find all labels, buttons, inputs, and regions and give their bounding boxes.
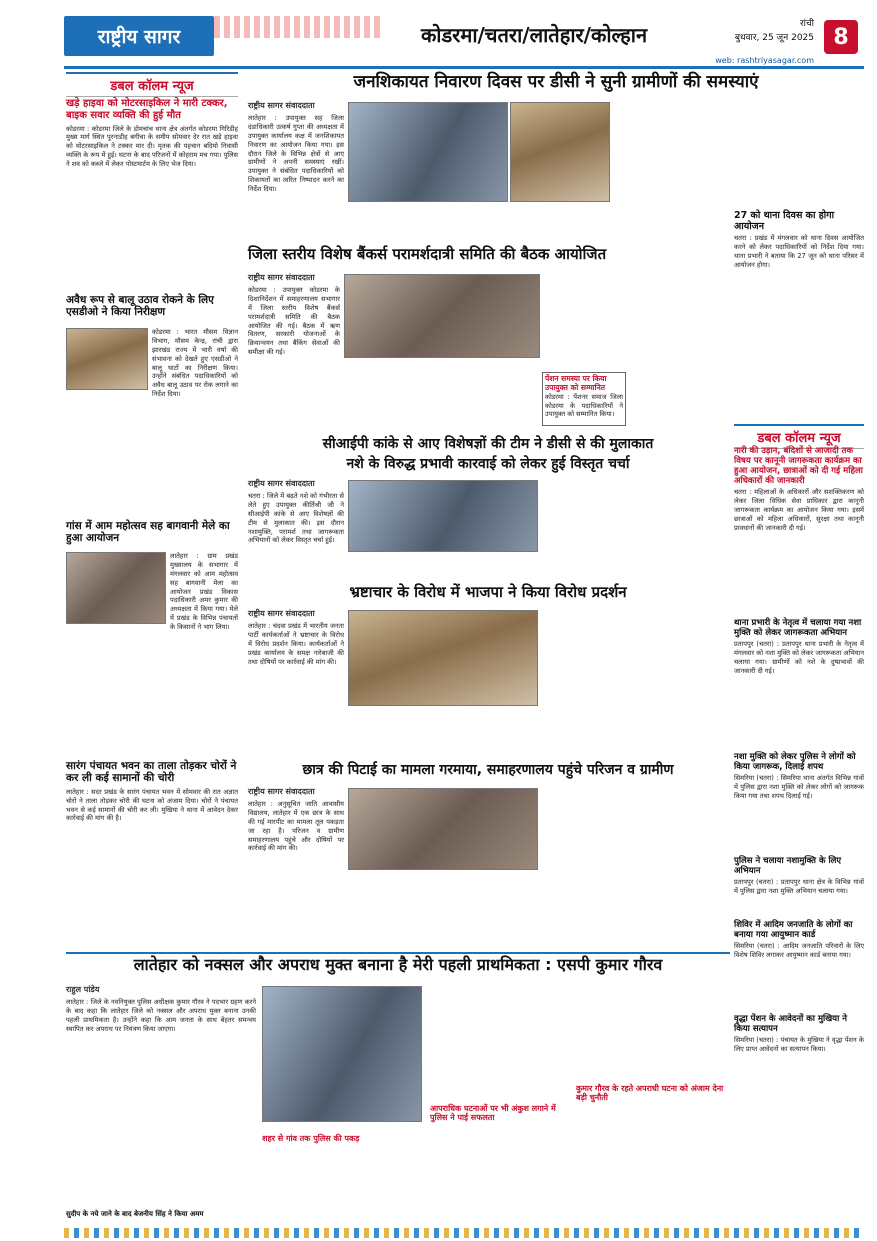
article-body: चतरा : प्रखंड में मंगलवार को थाना दिवस आयोजित करने को लेकर पदाधिकारियों को निर्देश दिया गया। थाना प्रभारी ने बताया कि 27 जून को थाना परिसर में आयोजन होगा। [734, 234, 864, 270]
page-number: 8 [824, 20, 858, 54]
article-body: कोडरमा : कोडरमा जिले के डोमचांच थाना क्षेत्र अंतर्गत कोडरमा गिरिडीह मुख्य मार्ग स्थित पुरनाडीह बगीचा के समीप सोमवार देर रात खड़े हाइवा को मोटरसाइकिल ने टक्कर मार दी। मृतक की पहचान बदियो निवासी व्यक्ति के रूप में हुई। घटना के बाद परिजनों में कोहराम मच गया। पुलिस ने शव को कब्जे में लेकर पोस्टमार्टम के लिए भेज दिया। [66, 124, 238, 169]
article-bjp-protest [248, 608, 728, 758]
sub-story [542, 372, 626, 426]
edition-city: रांची [799, 19, 814, 29]
section-title: कोडरमा/चतरा/लातेहार/कोल्हान [420, 22, 648, 47]
article-women-rights [734, 446, 864, 616]
byline: राष्ट्रीय सागर संवाददाता [248, 787, 315, 796]
right-column-header: डबल कॉलम न्यूज [734, 424, 864, 449]
article-body: लातेहार : सदर प्रखंड के सारंग पंचायत भवन में सोमवार की रात अज्ञात चोरों ने ताला तोड़कर चोरी की घटना को अंजाम दिया। चोरों ने पंचायत भवन से कई सामानों की चोरी कर ली। मुखिया ने थाना में आवेदन देकर कार्रवाई की मांग की है। [66, 787, 238, 823]
article-body: प्रतापपुर (चतरा) : प्रतापपुर थाना क्षेत्र के विभिन्न गांवों में पुलिस द्वारा नशा मुक्ति अभियान चलाया गया। [734, 878, 864, 895]
lead-headline: जनशिकायत निवारण दिवस पर डीसी ने सुनी ग्रामीणों की समस्याएं [353, 72, 759, 92]
article-sand-inspection [66, 294, 238, 514]
article-title: थाना प्रभारी के नेतृत्व में चलाया गया नशा मुक्ति को लेकर जागरूकता अभियान [734, 618, 862, 639]
byline: राष्ट्रीय सागर संवाददाता [248, 479, 315, 488]
article-bankers-meeting [248, 272, 728, 432]
byline: राष्ट्रीय सागर संवाददाता [248, 101, 315, 110]
website: web: rashtriyasagar.com [715, 56, 814, 65]
article-body: सिमरिया (चतरा) : सिमरिया थाना अंतर्गत विभिन्न गांवों में पुलिस द्वारा नशा मुक्ति को लेकर लोगों को जागरूक किया गया तथा शपथ दिलाई गई। [734, 774, 864, 800]
article-mango-festival [66, 520, 238, 760]
news-photo [344, 274, 540, 358]
article-grievance-day [248, 100, 682, 240]
section-rule [66, 952, 730, 954]
article-drug-awareness [734, 618, 864, 748]
news-photo [348, 610, 538, 706]
article-sp-priority [66, 984, 730, 1224]
article-body: लातेहार : अनुसूचित जाति आवासीय विद्यालय, लातेहार में एक छात्र के साथ की गई मारपीट का मामला तूल पकड़ता जा रहा है। परिजन व ग्रामीण समाहरणालय पहुंचे और दोषियों पर कार्रवाई की मांग की। [248, 800, 344, 853]
byline: राष्ट्रीय सागर संवाददाता [248, 609, 315, 618]
student-headline: छात्र की पिटाई का मामला गरमाया, समाहरणालय पहुंचे परिजन व ग्रामीण [302, 762, 674, 778]
sub-heading: कुमार गौरव के रहते अपराधी घटना को अंजाम देना बड़ी चुनौती [576, 1084, 724, 1103]
article-ayushman [734, 920, 864, 1010]
article-body: चतरा : महिलाओं के अधिकारों और सशक्तिकरण को लेकर जिला विधिक सेवा प्राधिकार द्वारा कानूनी जागरूकता कार्यक्रम का आयोजन किया गया। इसमें छात्राओं को महिला अधिकारों, सुरक्षा तथा कानूनी प्रावधानों की जानकारी दी गई। [734, 488, 864, 532]
sub-title: पेंशन समस्या पर किया उपायुक्त को सम्मानित [545, 374, 607, 392]
news-photo [66, 328, 148, 390]
article-body: लातेहार : उपायुक्त सह जिला दंडाधिकारी उत्कर्ष गुप्ता की अध्यक्षता में उपायुक्त कार्यालय कक्ष में जनशिकायत निवारण का आयोजन किया गया। इस दौरान जिले के विभिन्न क्षेत्रों से आए ग्रामीणों ने अपनी समस्याएं रखीं। उपायुक्त ने संबंधित पदाधिकारियों को शिकायतों का त्वरित निष्पादन करने का निर्देश दिया। [248, 114, 344, 194]
cip-subheadline: नशे के विरुद्ध प्रभावी कारवाई को लेकर हुई विस्तृत चर्चा [346, 456, 630, 472]
sp-headline: लातेहार को नक्सल और अपराध मुक्त बनाना है मेरी पहली प्राथमिकता : एसपी कुमार गौरव [133, 955, 663, 974]
article-title: पुलिस ने चलाया नशामुक्ति के लिए अभियान [734, 856, 842, 877]
news-photo [348, 102, 508, 202]
article-police-oath [734, 752, 864, 852]
article-body: लातेहार : चंदवा प्रखंड में भारतीय जनता पार्टी कार्यकर्ताओं ने भ्रष्टाचार के विरोध में विरोध प्रदर्शन किया। कार्यकर्ताओं ने प्रखंड कार्यालय के समक्ष नारेबाजी की तथा दोषियों पर कार्रवाई की मांग की। [248, 622, 344, 666]
article-body: लातेहार : जिले के नवनियुक्त पुलिस अधीक्षक कुमार गौरव ने पदभार ग्रहण करने के बाद कहा कि लातेहार जिले को नक्सल और अपराध मुक्त बनाना उनकी पहली प्राथमिकता है। उन्होंने कहा कि आम जनता के साथ बेहतर समन्वय स्थापित कर अपराध पर नियंत्रण किया जाएगा। [66, 998, 256, 1033]
article-title: 27 को थाना दिवस का होगा आयोजन [734, 210, 835, 233]
byline: राष्ट्रीय सागर संवाददाता [248, 273, 315, 282]
article-cip-team [248, 478, 728, 578]
decorative-stripe [214, 16, 384, 38]
article-title: वृद्धा पेंशन के आवेदनों का मुखिया ने किया सत्यापन [734, 1014, 847, 1035]
brand-logo: राष्ट्रीय सागर [64, 16, 214, 56]
masthead [64, 16, 864, 64]
article-student-beating [248, 786, 728, 946]
article-body: चतरा : जिले में बढ़ते नशे को गंभीरता से लेते हुए उपायुक्त कीर्तिश्री जी ने सीआईपी कांके से आए विशेषज्ञों की टीम से मुलाकात की। इस दौरान नशामुक्ति, परामर्श तथा जागरूकता अभियानों को लेकर विस्तृत चर्चा हुई। [248, 492, 344, 545]
article-title: अवैध रूप से बालू उठाव रोकने के लिए एसडीओ ने किया निरीक्षण [66, 294, 214, 319]
left-column-header: डबल कॉलम न्यूज [66, 72, 238, 97]
article-title: सारंग पंचायत भवन का ताला तोड़कर चोरों ने कर ली कई सामानों की चोरी [66, 760, 237, 785]
footer-decoration [64, 1228, 864, 1238]
article-pension [734, 1014, 864, 1114]
article-panchayat-theft [66, 760, 238, 920]
article-body: लातेहार : ग्राम प्रखंड मुख्यालय के सभागार में मंगलवार को आम महोत्सव सह बागवानी मेला का आयोजन प्रखंड विकास पदाधिकारी अमर कुमार की अध्यक्षता में किया गया। मेले में प्रखंड के विभिन्न पंचायतों के किसानों ने भाग लिया। [170, 552, 238, 632]
byline: राहुल पांडेय [66, 985, 100, 994]
article-body: सिमरिया (चतरा) : आदिम जनजाति परिवारों के लिए विशेष शिविर लगाकर आयुष्मान कार्ड बनाया गया। [734, 942, 864, 959]
footnote: सुदीप के नये जाने के बाद बेजनीय सिंह ने किया अमम [66, 1210, 204, 1218]
sp-portrait-photo [262, 986, 422, 1122]
news-photo [348, 480, 538, 552]
sub-heading: आपराधिक घटनाओं पर भी अंकुश लगाने में पुलिस ने पाई सफलता [430, 1104, 556, 1123]
banker-headline: जिला स्तरीय विशेष बैंकर्स परामर्शदात्री समिति की बैठक आयोजित [248, 245, 607, 263]
sub-body: कोडरमा : पेंशनर समाज जिला कोडरमा के पदाधिकारियों ने उपायुक्त को सम्मानित किया। [545, 392, 623, 419]
bjp-headline: भ्रष्टाचार के विरोध में भाजपा ने किया विरोध प्रदर्शन [349, 583, 627, 601]
article-title: नारी की उड़ान, बंदिशों से आजादी तक विषय पर कानूनी जागरूकता कार्यक्रम का हुआ आयोजन, छात्राओं को दी गई महिला अधिकारों की जानकारी [734, 446, 863, 487]
left-column [66, 72, 238, 97]
news-photo [510, 102, 610, 202]
news-photo [348, 788, 538, 870]
cip-headline: सीआईपी कांके से आए विशेषज्ञों की टीम ने डीसी से की मुलाकात [322, 436, 654, 452]
article-body: कोडरमा : उपायुक्त कोडरमा के दिशानिर्देशन में समाहरणालय सभागार में जिला स्तरीय विशेष बैंकर्स परामर्शदात्री समिति की बैठक आयोजित की गई। बैठक में ऋण वितरण, सरकारी योजनाओं के क्रियान्वयन तथा बैंकिंग सेवाओं की समीक्षा की गई। [248, 286, 340, 357]
article-title: खड़े हाइवा को मोटरसाइकिल ने मारी टक्कर, बाइक सवार व्यक्ति की हुई मौत [66, 98, 228, 121]
article-thana-diwas [734, 210, 864, 300]
edition-date: बुधवार, 25 जून 2025 [734, 33, 814, 43]
article-bike-accident [66, 98, 238, 290]
article-title: नशा मुक्ति को लेकर पुलिस ने लोगों को किया जागरूक, दिलाई शपथ [734, 752, 856, 773]
news-photo [66, 552, 166, 624]
article-body: सिमरिया (चतरा) : पंचायत के मुखिया ने वृद्धा पेंशन के लिए प्राप्त आवेदनों का सत्यापन किया। [734, 1036, 864, 1053]
article-title: गांस में आम महोत्सव सह बागवानी मेले का हुआ आयोजन [66, 520, 230, 545]
sub-heading: शहर से गांव तक पुलिस की पकड़ [262, 1134, 360, 1143]
article-campaign [734, 856, 864, 916]
article-body: कोडरमा : भारत मौसम विज्ञान विभाग, मौसम केन्द्र, रांची द्वारा झारखंड राज्य में भारी वर्षा की संभावना को देखते हुए एसडीओ ने बालू घाटों का निरीक्षण किया। उन्होंने संबंधित पदाधिकारियों को अवैध बालू उठाव पर रोक लगाने का निर्देश दिया। [152, 328, 238, 399]
masthead-rule [64, 66, 864, 69]
article-body: प्रतापपुर (चतरा) : प्रतापपुर थाना प्रभारी के नेतृत्व में मंगलवार को नशा मुक्ति को लेकर जागरूकता अभियान चलाया गया। ग्रामीणों को नशे के दुष्प्रभावों की जानकारी दी गई। [734, 640, 864, 675]
article-title: शिविर में आदिम जनजाति के लोगों का बनाया गया आयुष्मान कार्ड [734, 920, 853, 941]
